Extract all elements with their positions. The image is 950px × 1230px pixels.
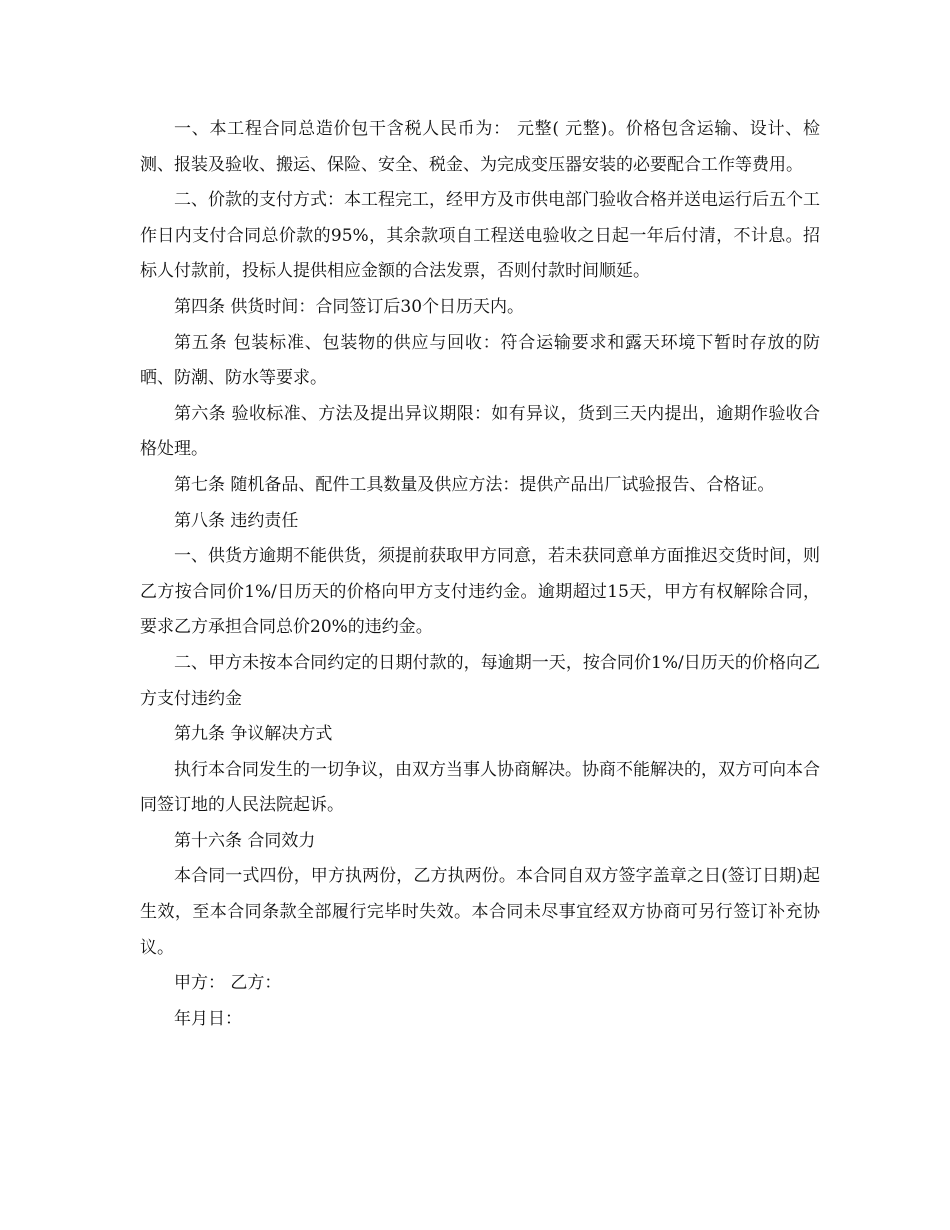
signature-parties: 甲方： 乙方： bbox=[174, 973, 282, 994]
contract-page bbox=[140, 112, 820, 1037]
contract-price-clause: 一、本工程合同总造价包干含税人民币为： 元整( 元整)。价格包含运输、设计、检测、报装及验收、搬运、保险、安全、税金、为完成变压器安装的必要配合工作等费用。 bbox=[140, 119, 820, 175]
article-5-packaging: 第五条 包装标准、包装物的供应与回收：符合运输要求和露天环境下暂时存放的防晒、防潮、防水等要求。 bbox=[140, 332, 820, 389]
payment-method-clause: 二、价款的支付方式：本工程完工，经甲方及市供电部门验收合格并送电运行后五个工作日内支付合同总价款的95%，其余款项自工程送电验收之日起一年后付清，不计息。招标人付款前，投标人提供相应金额的合法发票，否则付款时间顺延。 bbox=[140, 190, 820, 282]
article-7-spare-parts: 第七条 随机备品、配件工具数量及供应方法：提供产品出厂试验报告、合格证。 bbox=[174, 474, 775, 495]
dispute-resolution-clause: 执行本合同发生的一切争议，由双方当事人协商解决。协商不能解决的，双方可向本合同签订地的人民法院起诉。 bbox=[140, 759, 820, 816]
article-16-heading: 第十六条 合同效力 bbox=[174, 830, 316, 851]
article-8-heading: 第八条 违约责任 bbox=[174, 510, 299, 531]
signature-date: 年月日： bbox=[174, 1008, 242, 1029]
article-9-heading: 第九条 争议解决方式 bbox=[174, 724, 333, 745]
article-4-delivery-time: 第四条 供货时间：合同签订后30个日历天内。 bbox=[174, 296, 525, 317]
article-6-acceptance: 第六条 验收标准、方法及提出异议期限：如有异议，货到三天内提出，逾期作验收合格处理。 bbox=[140, 403, 820, 460]
supplier-breach-clause: 一、供货方逾期不能供货，须提前获取甲方同意，若未获同意单方面推迟交货时间，则乙方按合同价1%/日历天的价格向甲方支付违约金。逾期超过15天，甲方有权解除合同，要求乙方承担合同总价20%的违约金。 bbox=[140, 546, 820, 638]
contract-validity-clause: 本合同一式四份，甲方执两份，乙方执两份。本合同自双方签字盖章之日(签订日期)起生效，至本合同条款全部履行完毕时失效。本合同未尽事宜经双方协商可另行签订补充协议。 bbox=[140, 866, 820, 958]
buyer-breach-clause: 二、甲方未按本合同约定的日期付款的，每逾期一天，按合同价1%/日历天的价格向乙方支付违约金 bbox=[140, 652, 820, 709]
